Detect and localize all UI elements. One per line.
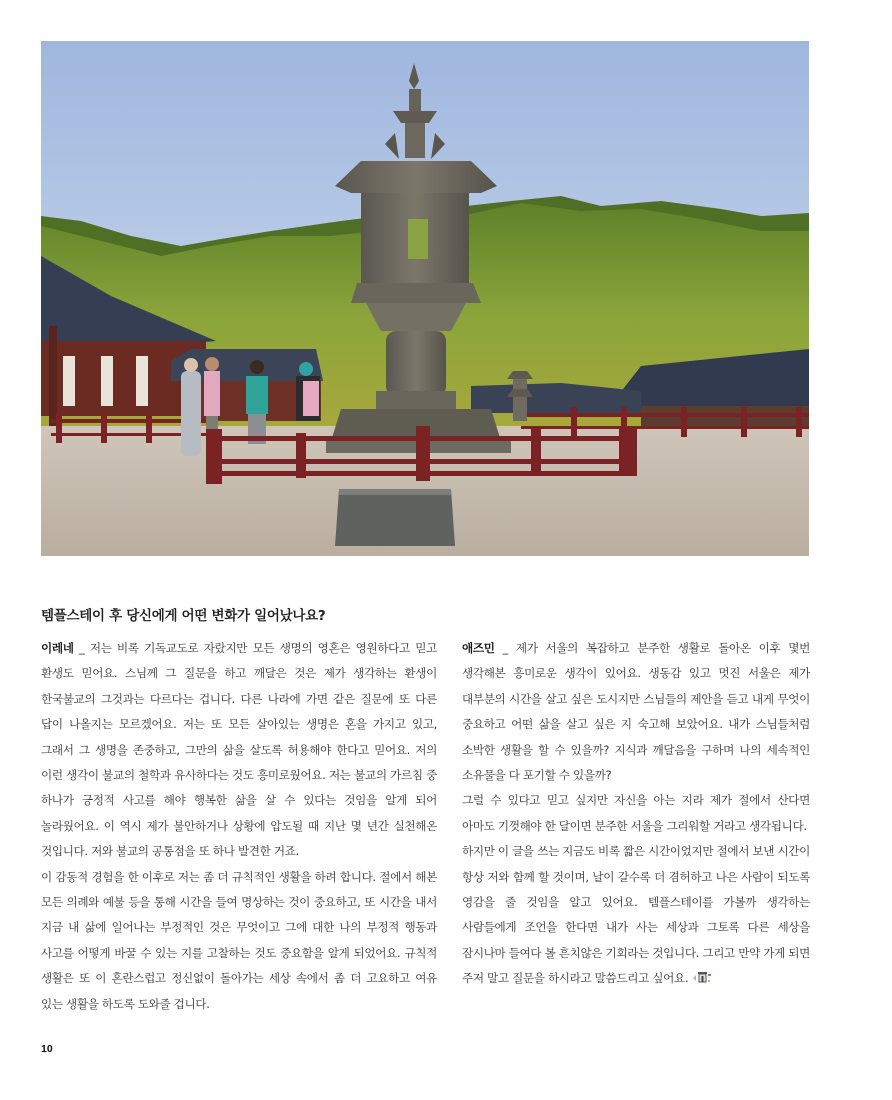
- speaker-name: 애즈민: [462, 641, 495, 655]
- speaker-separator: _: [494, 641, 516, 655]
- page-number: 10: [41, 1043, 53, 1055]
- paragraph-text: 제가 서울의 복잡하고 분주한 생활로 돌아온 이후 몇번 생각해본 흥미로운 생각이 있어요. 생동감 있고 멋진 서울은 제가 대부분의 시간을 살고 싶은 도시지만 스님들의 제안을 듣고 내게 무엇이 중요하고 어떤 삶을 살고 싶은 지 숙고해 보았어요. 내가 스님들처럼 소박한 생활을 할 수 있을까? 지식과 깨달음을 구하며 나의 세속적인 소유물을 다 포기할 수 있을까?: [462, 641, 810, 783]
- left-column: [41, 636, 437, 1017]
- paragraph: [462, 636, 810, 788]
- speaker-name: 이레네: [41, 641, 74, 655]
- paragraph: [462, 839, 810, 991]
- temple-photo: [41, 41, 809, 556]
- temple-courtyard-image: [41, 41, 809, 556]
- paragraph: 이 감동적 경험을 한 이후로 저는 좀 더 규칙적인 생활을 하려 합니다. 절에서 해본 모든 의례와 예불 등을 통해 시간을 들여 명상하는 것이 중요하고, 또 시간을 내서 지금 내 삶에 일어나는 부정적인 것은 무엇이고 그에 대한 나의 부정적 행동과 사고를 어떻게 바꿀 수 있는 지를 고찰하는 것도 중요함을 알게 되었어요. 규칙적 생활은 또 이 혼란스럽고 정신없이 돌아가는 세상 속에서 좀 더 고요하고 여유 있는 생활을 하도록 도와줄 겁니다.: [41, 869, 437, 1011]
- temple-gate-icon: [691, 968, 713, 982]
- article-question-heading: 템플스테이 후 당신에게 어떤 변화가 일어났나요?: [41, 608, 326, 625]
- paragraph: 그럴 수 있다고 믿고 싶지만 자신을 아는 지라 제가 절에서 산다면 아마도 기껏해야 한 달이면 분주한 서울을 그리워할 거라고 생각됩니다.: [462, 793, 810, 833]
- speaker-separator: _: [73, 641, 90, 655]
- paragraph-text: 하지만 이 글을 쓰는 지금도 비록 짧은 시간이었지만 절에서 보낸 시간이 항상 저와 함께 할 것이며, 날이 갈수록 더 겸허하고 나은 사람이 되도록 영감을 줄 것임을 알고 있어요. 템플스테이를 가볼까 생각하는 사람들에게 조언을 한다면 내가 사는 세상과 그토록 다른 세상을 잠시나마 들여다 볼 흔치않은 기회라는 것입니다. 그리고 만약 가게 되면 주저 말고 질문을 하시라고 말씀드리고 싶어요.: [462, 844, 810, 986]
- paragraph-text: 저는 비록 기독교도로 자랐지만 모든 생명의 영혼은 영원하다고 믿고 환생도 믿어요. 스님께 그 질문을 하고 깨달은 것은 제가 생각하는 환생이 한국불교의 그것과는 다르다는 겁니다. 다른 나라에 가면 같은 질문에 또 다른 답이 나올지는 모르겠어요. 저는 또 모든 살아있는 생명은 혼을 가지고 있고, 그래서 그 생명을 존중하고, 그만의 삶을 살도록 허용해야 한다고 믿어요. 저의 이런 생각이 불교의 철학과 유사하다는 것도 흥미로웠어요. 저는 불교의 가르침 중 하나가 긍정적 사고를 해야 행복한 삶을 살 수 있다는 것임을 알게 되어 놀라웠어요. 이 역시 제가 불안하거나 상황에 압도될 때 지난 몇 년간 실천해온 것입니다. 저와 불교의 공통점을 또 하나 발견한 거죠.: [41, 641, 437, 859]
- paragraph: [41, 636, 437, 865]
- right-column: [462, 636, 810, 992]
